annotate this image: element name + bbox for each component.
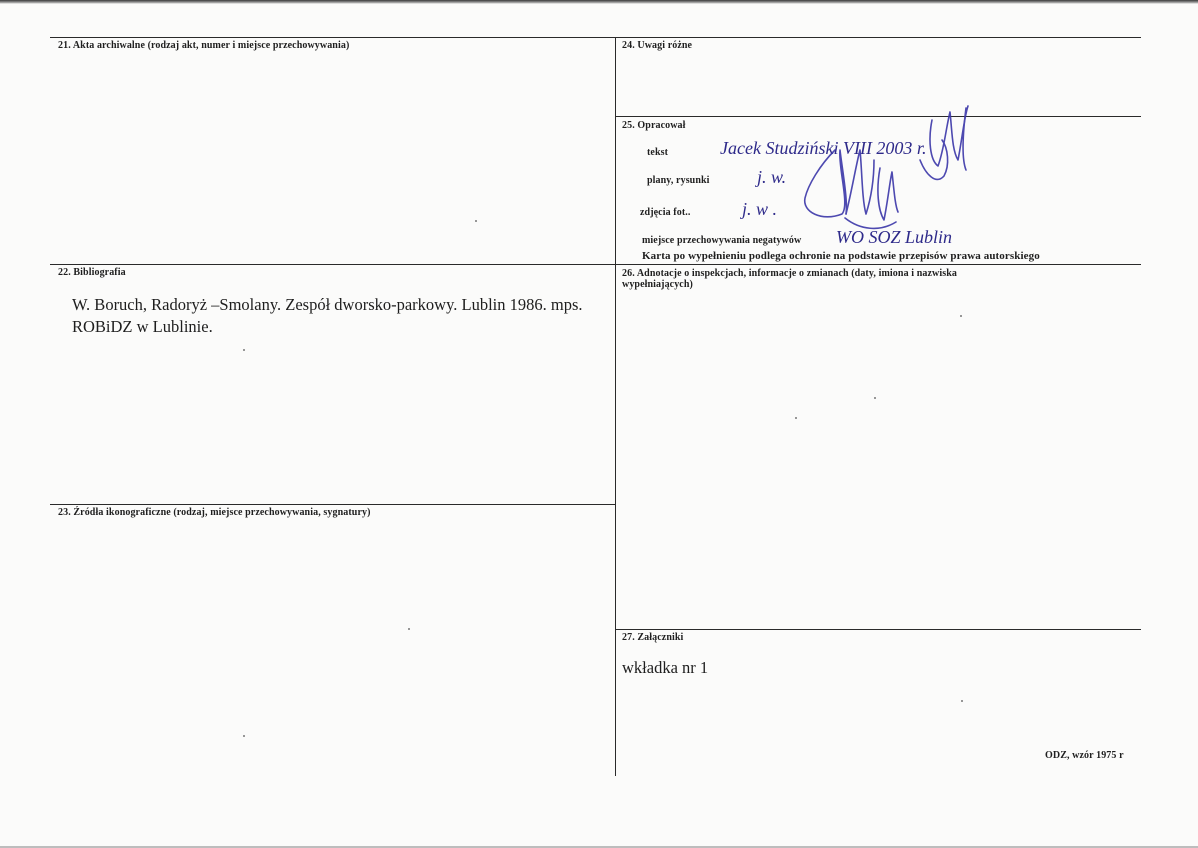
plany-label: plany, rysunki [647, 175, 710, 186]
section-25-label: 25. Opracował [622, 120, 686, 131]
copyright-note: Karta po wypełnieniu podlega ochronie na podstawie przepisów prawa autorskiego [642, 250, 1040, 262]
scan-speck [408, 628, 410, 630]
top-rule [50, 37, 1141, 38]
scan-speck [960, 315, 962, 317]
negatywy-label: miejsce przechowywania negatywów [642, 235, 802, 246]
scan-speck [475, 220, 477, 222]
attachments-text: wkładka nr 1 [622, 658, 709, 677]
section-27-label: 27. Załączniki [622, 632, 684, 643]
section-21-label: 21. Akta archiwalne (rodzaj akt, numer i miejsce przechowywania) [58, 40, 350, 51]
scan-speck [795, 417, 797, 419]
tekst-value: Jacek Studziński VIII 2003 r. [720, 138, 927, 158]
section-23-label: 23. Źródła ikonograficzne (rodzaj, miejsce przechowywania, sygnatury) [58, 507, 371, 518]
tekst-label: tekst [647, 147, 669, 158]
section-24-label: 24. Uwagi różne [622, 40, 693, 51]
bibliography-text: W. Boruch, Radoryż –Smolany. Zespół dworsko-parkowy. Lublin 1986. mps. ROBiDZ w Lublinie. [72, 295, 583, 336]
scan-speck [961, 700, 963, 702]
form-id: ODZ, wzór 1975 r [1045, 750, 1124, 761]
rule-21-22 [50, 264, 616, 265]
zdjecia-label: zdjęcia fot.. [640, 207, 691, 218]
plany-value: j. w. [757, 167, 787, 187]
rule-25-26 [615, 264, 1141, 265]
rule-24-25 [615, 116, 1141, 117]
scan-speck [243, 349, 245, 351]
negatywy-value: WO SOZ Lublin [836, 227, 953, 247]
column-divider [615, 37, 616, 776]
scan-speck [874, 397, 876, 399]
rule-22-23 [50, 504, 616, 505]
scan-speck [243, 735, 245, 737]
section-26-label: 26. Adnotacje o inspekcjach, informacje o zmianach (daty, imiona i nazwiska wypełniających) [622, 268, 957, 290]
rule-26-27 [615, 629, 1141, 630]
zdjecia-value: j. w . [742, 199, 778, 219]
section-22-label: 22. Bibliografia [58, 267, 126, 278]
scan-edge-top [0, 0, 1198, 4]
